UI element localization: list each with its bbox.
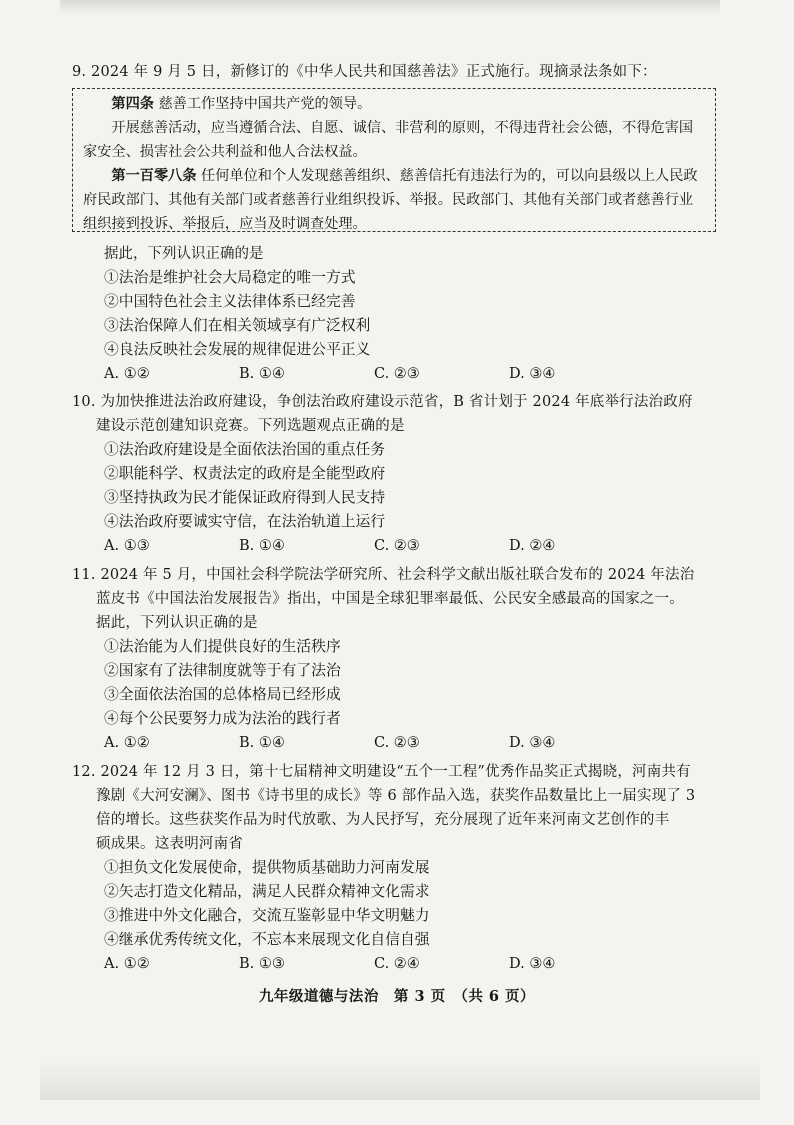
q12-choice-d[interactable]: D. ③④ (509, 956, 556, 972)
q12-option-4: ④继承优秀传统文化，不忘本来展现文化自信自强 (104, 931, 430, 948)
q12-choices (72, 952, 712, 976)
q10-option-3: ③坚持执政为民才能保证政府得到人民支持 (104, 489, 386, 506)
law-article-4 (83, 92, 705, 116)
q9-stem: 9. 2024 年 9 月 5 日，新修订的《中华人民共和国慈善法》正式施行。现摘录法条如下： (72, 64, 657, 80)
q12-choice-c[interactable]: C. ②④ (374, 956, 420, 972)
q12-block (72, 760, 712, 976)
article-4-text: 慈善工作坚持中国共产党的领导。 (153, 96, 372, 112)
q10-stem-line-1: 10. 为加快推进法治政府建设，争创法治政府建设示范省，B 省计划于 2024 年底举行法治政府 (72, 394, 693, 410)
q12-option-3: ③推进中外文化融合，交流互鉴彰显中华文明魅力 (104, 907, 430, 924)
q9-choice-d[interactable]: D. ③④ (509, 366, 556, 382)
q11-choice-d[interactable]: D. ③④ (509, 735, 556, 751)
q9-choice-c[interactable]: C. ②③ (374, 366, 420, 382)
q9-choices (72, 362, 712, 386)
q11-stem-line-1: 11. 2024 年 5 月，中国社会科学院法学研究所、社会科学文献出版社联合发布的 2024 年法治 (72, 567, 695, 583)
law-article-108 (83, 164, 705, 236)
q9-option-3: ③法治保障人们在相关领域享有广泛权利 (104, 317, 371, 334)
q11-option-3: ③全面依法治国的总体格局已经形成 (104, 686, 341, 703)
q12-option-2: ②矢志打造文化精品，满足人民群众精神文化需求 (104, 883, 430, 900)
q9-lead: 据此，下列认识正确的是 (104, 246, 264, 262)
q10-block (72, 390, 712, 558)
q9-option-2: ②中国特色社会主义法律体系已经完善 (104, 293, 356, 310)
q12-stem-line-3: 倍的增长。这些获奖作品为时代放歌、为人民抒写，充分展现了近年来河南文艺创作的丰 (96, 812, 670, 828)
q12-choice-a[interactable]: A. ①② (104, 956, 150, 972)
article-108-title: 第一百零八条 (111, 168, 197, 184)
q11-choice-a[interactable]: A. ①② (104, 735, 150, 751)
q10-choice-d[interactable]: D. ②④ (509, 538, 556, 554)
q11-option-1: ①法治能为人们提供良好的生活秩序 (104, 638, 341, 655)
q12-stem-line-1: 12. 2024 年 12 月 3 日，第十七届精神文明建设“五个一工程”优秀作品奖正式揭晓，河南共有 (72, 764, 691, 780)
q10-option-4: ④法治政府要诚实守信，在法治轨道上运行 (104, 513, 386, 530)
q9-option-4: ④良法反映社会发展的规律促进公平正义 (104, 341, 371, 358)
q11-option-4: ④每个公民要努力成为法治的践行者 (104, 710, 341, 727)
q10-choice-b[interactable]: B. ①④ (239, 538, 285, 554)
q12-stem-line-4: 硕成果。这表明河南省 (96, 836, 243, 852)
q9-choice-b[interactable]: B. ①④ (239, 366, 285, 382)
q12-stem-line-2: 豫剧《大河安澜》、图书《诗书里的成长》等 6 部作品入选，获奖作品数量比上一届实现了 3 (96, 788, 696, 804)
article-108-text: 任何单位和个人发现慈善组织、慈善信托有违法行为的，可以向县级以上人民政府民政部门、其他有关部门或者慈善行业组织投诉、举报。民政部门、其他有关部门或者慈善行业组织接到投诉、举报后，应当及时调查处理。 (83, 168, 698, 232)
q9-option-1: ①法治是维护社会大局稳定的唯一方式 (104, 269, 356, 286)
q10-choice-c[interactable]: C. ②③ (374, 538, 420, 554)
q12-option-1: ①担负文化发展使命，提供物质基础助力河南发展 (104, 859, 430, 876)
q10-option-2: ②职能科学、权责法定的政府是全能型政府 (104, 465, 386, 482)
scan-top-edge (60, 0, 720, 14)
q12-choice-b[interactable]: B. ①③ (239, 956, 285, 972)
q10-option-1: ①法治政府建设是全面依法治国的重点任务 (104, 441, 386, 458)
q10-choice-a[interactable]: A. ①③ (104, 538, 150, 554)
q10-stem-line-2: 建设示范创建知识竞赛。下列选题观点正确的是 (96, 418, 405, 434)
q11-block (72, 563, 712, 755)
q11-choice-c[interactable]: C. ②③ (374, 735, 420, 751)
article-4-title: 第四条 (111, 96, 154, 112)
q9-choice-a[interactable]: A. ①② (104, 366, 150, 382)
article-4-paragraph-2: 开展慈善活动，应当遵循合法、自愿、诚信、非营利的原则，不得违背社会公德，不得危害国家安全、损害社会公共利益和他人合法权益。 (83, 120, 694, 160)
page-footer: 九年级道德与法治 第 3 页 （共 6 页） (258, 988, 536, 1005)
q11-choice-b[interactable]: B. ①④ (239, 735, 285, 751)
q9-law-excerpt-box (72, 88, 716, 232)
q10-choices (72, 534, 712, 558)
q11-choices (72, 731, 712, 755)
scan-bottom-shadow (40, 1060, 760, 1100)
q11-option-2: ②国家有了法律制度就等于有了法治 (104, 662, 341, 679)
q11-stem-line-3: 据此，下列认识正确的是 (96, 615, 258, 631)
q9-body (72, 242, 712, 386)
q11-stem-line-2: 蓝皮书《中国法治发展报告》指出，中国是全球犯罪率最低、公民安全感最高的国家之一。 (96, 591, 684, 607)
